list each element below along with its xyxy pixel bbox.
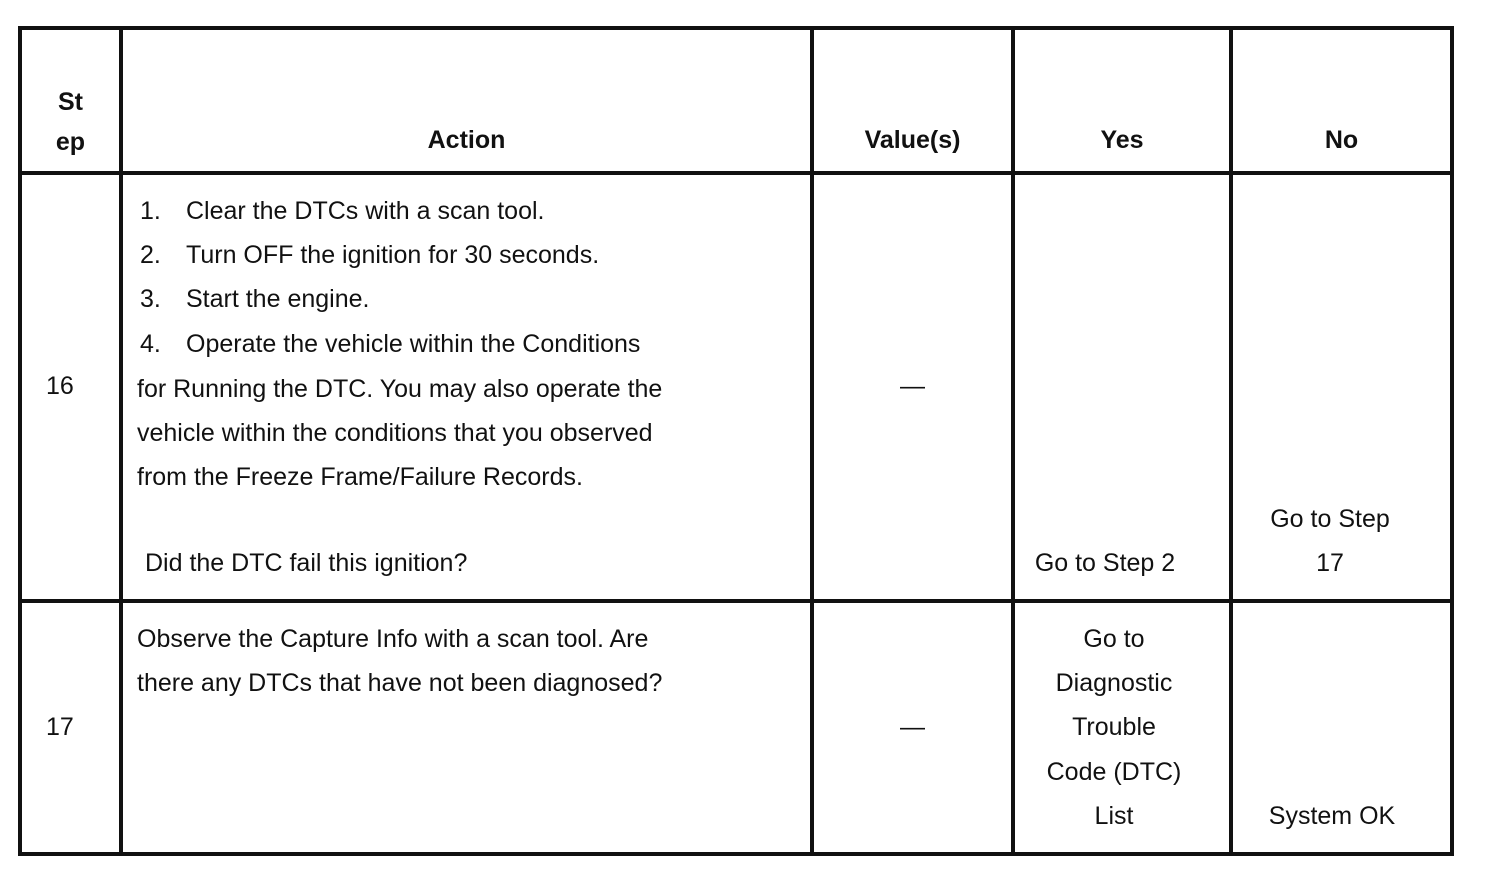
row17-yes-line2: Diagnostic	[1055, 669, 1173, 697]
row17-step: 17	[46, 713, 74, 741]
row16-action-continuation-2: vehicle within the conditions that you observed	[137, 419, 653, 447]
row16-item4-text: Operate the vehicle within the Conditions	[186, 330, 641, 358]
row16-item2-num: 2.	[140, 241, 161, 269]
row17-yes-line3: Trouble	[1072, 713, 1156, 741]
row16-item2-text: Turn OFF the ignition for 30 seconds.	[186, 241, 600, 269]
row16-value: —	[900, 372, 925, 400]
row16-item3-num: 3.	[140, 285, 161, 313]
header-no: No	[1324, 126, 1359, 154]
header-bottom-border	[18, 171, 1454, 175]
table-right-border	[1450, 26, 1454, 856]
table-top-border	[18, 26, 1454, 30]
row17-yes-line1: Go to	[1083, 625, 1145, 653]
header-step-line2: ep	[55, 128, 86, 156]
diagnostic-table	[18, 26, 1454, 856]
row16-action-continuation-3: from the Freeze Frame/Failure Records.	[137, 463, 583, 491]
row16-action-item4	[140, 322, 640, 366]
row17-yes-line4: Code (DTC)	[1046, 758, 1182, 786]
row16-item1-text: Clear the DTCs with a scan tool.	[186, 197, 545, 225]
row16-question: Did the DTC fail this ignition?	[145, 549, 468, 577]
row16-yes: Go to Step 2	[1034, 549, 1176, 577]
row16-item4-num: 4.	[140, 330, 161, 358]
header-step-line1: St	[58, 88, 83, 116]
header-action: Action	[427, 126, 506, 154]
row16-no-line2: 17	[1316, 549, 1344, 577]
row16-step: 16	[46, 372, 74, 400]
row16-action-item1	[140, 189, 544, 233]
header-step	[22, 82, 119, 162]
row17-action-line2: there any DTCs that have not been diagnosed?	[137, 669, 663, 697]
row16-item1-num: 1.	[140, 197, 161, 225]
row17-value: —	[900, 713, 925, 741]
row16-action-item3	[140, 277, 369, 321]
header-yes: Yes	[1100, 126, 1144, 154]
row-divider	[18, 599, 1454, 603]
table-bottom-border	[18, 852, 1454, 856]
row16-action-item2	[140, 233, 599, 277]
header-values: Value(s)	[864, 126, 961, 154]
row16-item3-text: Start the engine.	[186, 285, 370, 313]
row16-action-continuation-1: for Running the DTC. You may also operate the	[137, 375, 663, 403]
row16-no-line1: Go to Step	[1270, 505, 1390, 533]
row17-action-line1: Observe the Capture Info with a scan tool. Are	[137, 625, 649, 653]
row17-yes-line5: List	[1094, 802, 1134, 830]
row17-no: System OK	[1268, 802, 1396, 830]
